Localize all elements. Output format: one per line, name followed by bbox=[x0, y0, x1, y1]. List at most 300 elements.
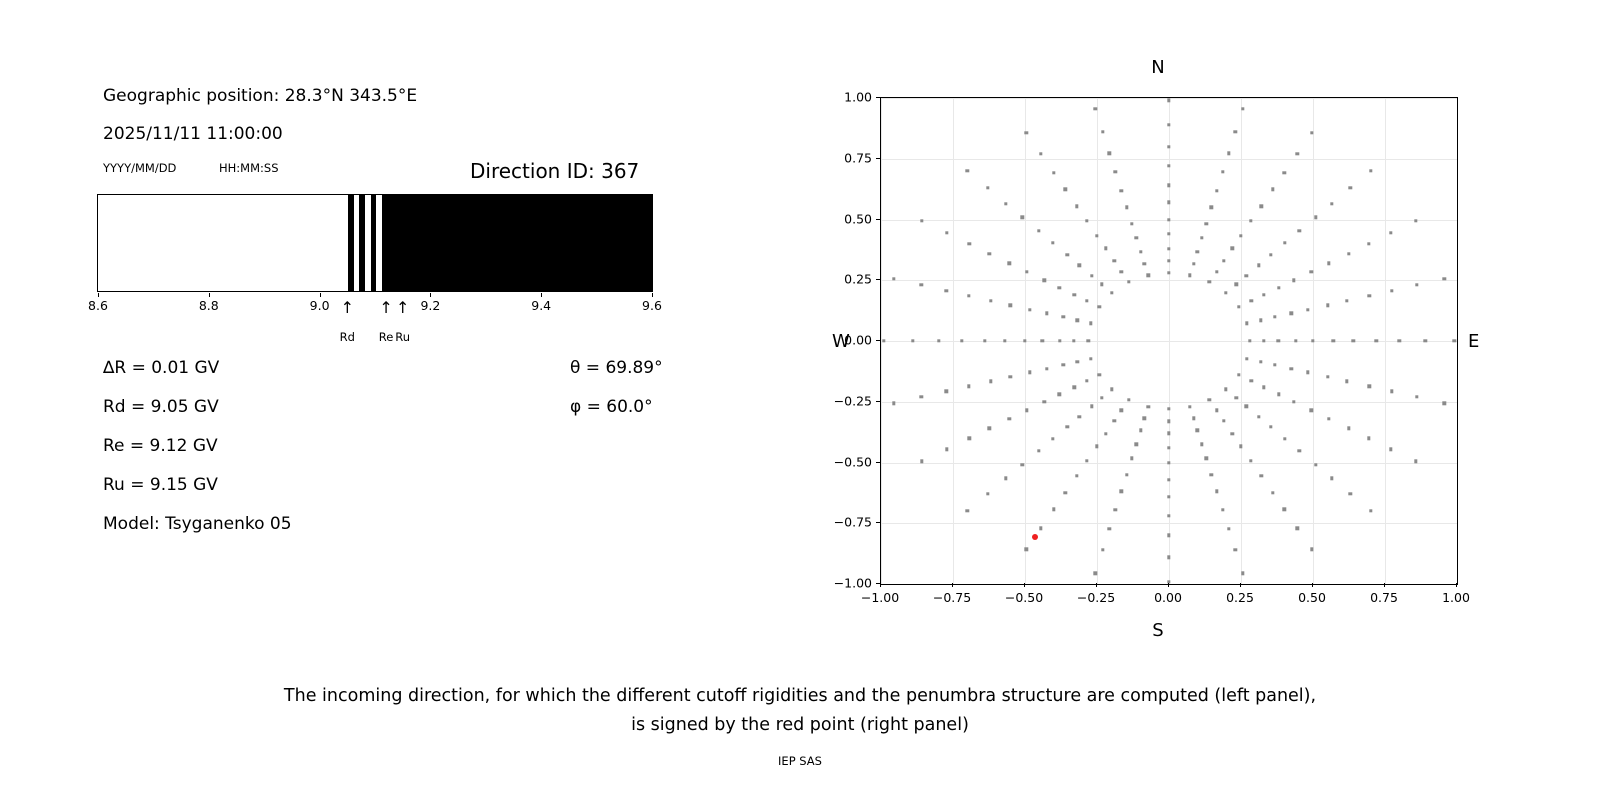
direction-point bbox=[1167, 164, 1170, 167]
sky-map-y-tick bbox=[876, 340, 880, 341]
direction-point bbox=[1349, 492, 1352, 495]
direction-point bbox=[1310, 548, 1313, 551]
direction-point bbox=[911, 339, 914, 342]
direction-point bbox=[1134, 443, 1137, 446]
direction-point bbox=[1239, 234, 1242, 237]
direction-point bbox=[988, 252, 991, 255]
direction-point bbox=[1125, 206, 1128, 209]
direction-point bbox=[1375, 339, 1378, 342]
sky-map-y-tick-label: −0.25 bbox=[833, 393, 872, 409]
caption-line-2: is signed by the red point (right panel) bbox=[631, 715, 969, 735]
direction-point bbox=[1237, 305, 1240, 308]
direction-point bbox=[1094, 572, 1097, 575]
sky-map-x-tick bbox=[1240, 583, 1241, 587]
direction-point bbox=[1072, 339, 1075, 342]
penumbra-x-tick bbox=[652, 293, 653, 297]
sky-map-x-tick-label: 0.50 bbox=[1298, 590, 1326, 605]
direction-point bbox=[1311, 339, 1314, 342]
direction-point bbox=[1330, 202, 1333, 205]
direction-point bbox=[1101, 548, 1104, 551]
direction-point bbox=[1245, 357, 1248, 360]
direction-point bbox=[967, 294, 970, 297]
direction-point bbox=[1298, 229, 1301, 232]
direction-point bbox=[945, 447, 948, 450]
direction-point bbox=[1167, 514, 1170, 517]
direction-point bbox=[1167, 461, 1170, 464]
direction-point bbox=[1045, 312, 1048, 315]
direction-point bbox=[1389, 447, 1392, 450]
direction-point bbox=[1249, 219, 1252, 222]
direction-point bbox=[966, 509, 969, 512]
direction-point bbox=[1210, 206, 1213, 209]
datetime-text: 2025/11/11 11:00:00 bbox=[103, 124, 283, 144]
direction-point bbox=[1415, 283, 1418, 286]
direction-point bbox=[1120, 490, 1123, 493]
direction-point bbox=[1167, 419, 1170, 422]
direction-point bbox=[1205, 457, 1208, 460]
direction-point bbox=[1414, 219, 1417, 222]
direction-point bbox=[1314, 216, 1317, 219]
direction-point bbox=[1235, 283, 1238, 286]
direction-point bbox=[1241, 107, 1244, 110]
penumbra-x-tick-label: 9.0 bbox=[309, 298, 330, 313]
sky-map-x-tick-label: 1.00 bbox=[1442, 590, 1470, 605]
direction-point bbox=[1262, 293, 1265, 296]
direction-point bbox=[1065, 425, 1068, 428]
direction-point bbox=[1192, 417, 1195, 420]
direction-point bbox=[1127, 398, 1130, 401]
direction-point bbox=[1249, 459, 1252, 462]
direction-point bbox=[1167, 201, 1170, 204]
direction-point bbox=[1257, 415, 1260, 418]
sky-map-x-tick bbox=[1168, 583, 1169, 587]
sky-map-y-tick-label: −0.75 bbox=[833, 514, 872, 530]
direction-point bbox=[1025, 131, 1028, 134]
direction-point bbox=[892, 277, 895, 280]
direction-point bbox=[1234, 130, 1237, 133]
direction-point bbox=[1196, 250, 1199, 253]
direction-point bbox=[1415, 395, 1418, 398]
sky-map-y-tick-label: 1.00 bbox=[844, 89, 872, 105]
sky-map-y-tick-label: 0.00 bbox=[844, 332, 872, 348]
direction-point bbox=[1085, 379, 1088, 382]
direction-point bbox=[1210, 473, 1213, 476]
penumbra-chart-plot-area bbox=[97, 194, 653, 292]
direction-point bbox=[1227, 527, 1230, 530]
compass-east-label: E bbox=[1468, 331, 1480, 352]
penumbra-rigidity-markers bbox=[97, 300, 655, 350]
sky-map-x-tick-label: 0.00 bbox=[1154, 590, 1182, 605]
direction-point bbox=[1282, 171, 1285, 174]
direction-point bbox=[1330, 477, 1333, 480]
direction-point bbox=[1208, 398, 1211, 401]
penumbra-x-tick bbox=[541, 293, 542, 297]
penumbra-x-tick-label: 9.6 bbox=[642, 298, 662, 313]
direction-point bbox=[1095, 445, 1098, 448]
direction-point bbox=[1108, 527, 1111, 530]
sky-map-plot-area bbox=[880, 97, 1458, 585]
direction-point bbox=[1100, 283, 1103, 286]
direction-point bbox=[945, 390, 948, 393]
direction-point bbox=[1200, 236, 1203, 239]
direction-point bbox=[882, 339, 885, 342]
direction-point bbox=[1041, 339, 1044, 342]
direction-point bbox=[1257, 264, 1260, 267]
penumbra-x-tick bbox=[320, 293, 321, 297]
direction-point bbox=[1248, 339, 1251, 342]
direction-point bbox=[1130, 222, 1133, 225]
direction-point bbox=[1239, 445, 1242, 448]
direction-point bbox=[988, 427, 991, 430]
direction-point bbox=[1021, 216, 1024, 219]
direction-point bbox=[1188, 274, 1191, 277]
direction-point bbox=[966, 169, 969, 172]
direction-point bbox=[1004, 202, 1007, 205]
direction-point bbox=[1143, 262, 1146, 265]
sky-map-y-tick bbox=[876, 97, 880, 98]
sky-map-y-tick-label: 0.75 bbox=[844, 150, 872, 166]
direction-point bbox=[1326, 303, 1329, 306]
direction-point bbox=[1167, 123, 1170, 126]
direction-point bbox=[1037, 229, 1040, 232]
caption-line-1: The incoming direction, for which the different cutoff rigidities and the penumbra structure are computed (left panel), bbox=[283, 686, 1317, 706]
direction-point bbox=[1167, 232, 1170, 235]
sky-map-x-tick bbox=[1384, 583, 1385, 587]
direction-point bbox=[1245, 274, 1248, 277]
direction-point bbox=[1369, 509, 1372, 512]
direction-id-label: Direction ID: 367 bbox=[470, 159, 640, 183]
penumbra-x-tick-label: 9.4 bbox=[531, 298, 552, 313]
penumbra-x-tick bbox=[98, 293, 99, 297]
direction-point bbox=[1262, 385, 1265, 388]
direction-point bbox=[1306, 371, 1309, 374]
direction-point bbox=[1073, 293, 1076, 296]
direction-point bbox=[1292, 400, 1295, 403]
sky-map-x-tick-label: 0.25 bbox=[1226, 590, 1254, 605]
direction-point bbox=[1125, 473, 1128, 476]
direction-point bbox=[1167, 556, 1170, 559]
direction-point bbox=[1345, 299, 1348, 302]
direction-point bbox=[1037, 449, 1040, 452]
direction-point bbox=[1025, 270, 1028, 273]
direction-point bbox=[1058, 393, 1061, 396]
sky-map-x-tick-label: −0.25 bbox=[1076, 590, 1116, 605]
direction-point bbox=[920, 460, 923, 463]
figure-caption bbox=[0, 682, 1600, 740]
penumbra-x-tick-label: 8.6 bbox=[88, 298, 108, 313]
direction-point bbox=[1237, 373, 1240, 376]
direction-point bbox=[960, 339, 963, 342]
direction-point bbox=[1113, 419, 1116, 422]
direction-point bbox=[1167, 145, 1170, 148]
direction-point bbox=[1250, 299, 1253, 302]
direction-point bbox=[1039, 527, 1042, 530]
rigidity-marker-arrow: ↑ bbox=[395, 298, 410, 317]
direction-point bbox=[1052, 508, 1055, 511]
direction-point bbox=[937, 339, 940, 342]
stat-line: Rd = 9.05 GV bbox=[103, 397, 219, 417]
direction-point bbox=[1192, 262, 1195, 265]
direction-point bbox=[1065, 253, 1068, 256]
direction-point bbox=[1290, 367, 1293, 370]
direction-point bbox=[920, 395, 923, 398]
direction-point bbox=[920, 283, 923, 286]
direction-point bbox=[1146, 274, 1149, 277]
direction-point bbox=[1097, 305, 1100, 308]
direction-point bbox=[1075, 319, 1078, 322]
direction-point bbox=[1294, 339, 1297, 342]
direction-point bbox=[1273, 315, 1276, 318]
sky-map-y-tick-label: 0.25 bbox=[844, 271, 872, 287]
direction-point bbox=[1113, 259, 1116, 262]
direction-point bbox=[1167, 247, 1170, 250]
direction-point bbox=[989, 380, 992, 383]
direction-point bbox=[1146, 405, 1149, 408]
direction-point bbox=[1025, 409, 1028, 412]
direction-point bbox=[1271, 188, 1274, 191]
direction-point bbox=[1221, 508, 1224, 511]
time-format-hint: HH:MM:SS bbox=[219, 161, 279, 175]
direction-point bbox=[1390, 390, 1393, 393]
direction-point bbox=[1051, 241, 1054, 244]
direction-point bbox=[1052, 171, 1055, 174]
direction-point bbox=[1104, 432, 1107, 435]
direction-point bbox=[1347, 427, 1350, 430]
sky-map-x-tick bbox=[952, 583, 953, 587]
direction-point bbox=[1051, 437, 1054, 440]
direction-point bbox=[1277, 393, 1280, 396]
direction-point bbox=[1309, 409, 1312, 412]
direction-point bbox=[1231, 432, 1234, 435]
grid-line-horizontal bbox=[881, 159, 1457, 160]
direction-point bbox=[1215, 189, 1218, 192]
direction-point bbox=[1398, 339, 1401, 342]
direction-point bbox=[1283, 437, 1286, 440]
direction-point bbox=[1110, 387, 1113, 390]
direction-point bbox=[1143, 417, 1146, 420]
angle-stat-line: φ = 60.0° bbox=[570, 397, 653, 417]
direction-point bbox=[1167, 259, 1170, 262]
penumbra-allowed-band bbox=[348, 195, 354, 291]
direction-point bbox=[1196, 428, 1199, 431]
sky-map-y-tick bbox=[876, 522, 880, 523]
direction-point bbox=[1120, 270, 1123, 273]
sky-map-y-tick-label: −0.50 bbox=[833, 454, 872, 469]
direction-point bbox=[892, 402, 895, 405]
direction-point bbox=[1331, 339, 1334, 342]
direction-point bbox=[1224, 387, 1227, 390]
direction-point bbox=[1215, 270, 1218, 273]
direction-point bbox=[1290, 312, 1293, 315]
direction-point bbox=[1008, 417, 1011, 420]
penumbra-allowed-band bbox=[359, 195, 365, 291]
direction-point bbox=[1292, 279, 1295, 282]
direction-point bbox=[1045, 367, 1048, 370]
direction-point bbox=[1025, 548, 1028, 551]
sky-map-y-tick bbox=[876, 462, 880, 463]
direction-point bbox=[1134, 236, 1137, 239]
direction-point bbox=[1085, 219, 1088, 222]
direction-point bbox=[1259, 474, 1262, 477]
direction-point bbox=[1078, 264, 1081, 267]
direction-point bbox=[1167, 534, 1170, 537]
sky-map-y-tick bbox=[876, 219, 880, 220]
direction-point bbox=[1200, 443, 1203, 446]
direction-point bbox=[1100, 396, 1103, 399]
grid-line-horizontal bbox=[881, 402, 1457, 403]
direction-point bbox=[1089, 322, 1092, 325]
direction-point bbox=[1009, 303, 1012, 306]
direction-point bbox=[1130, 457, 1133, 460]
grid-line-horizontal bbox=[881, 584, 1457, 585]
direction-point bbox=[986, 186, 989, 189]
direction-point bbox=[1273, 363, 1276, 366]
direction-point bbox=[1390, 289, 1393, 292]
sky-map-x-tick bbox=[880, 583, 881, 587]
direction-point bbox=[1347, 252, 1350, 255]
sky-map-x-tick-label: 0.75 bbox=[1370, 590, 1398, 605]
rigidity-marker-label: Rd bbox=[339, 330, 355, 344]
sky-map-y-tick-label: 0.50 bbox=[844, 211, 872, 226]
direction-point bbox=[1058, 339, 1061, 342]
direction-point bbox=[1443, 402, 1446, 405]
direction-point bbox=[1075, 474, 1078, 477]
penumbra-x-tick bbox=[209, 293, 210, 297]
direction-point bbox=[1167, 218, 1170, 221]
date-format-hint: YYYY/MM/DD bbox=[103, 161, 177, 175]
direction-point bbox=[1114, 508, 1117, 511]
grid-line-vertical bbox=[1457, 98, 1458, 584]
direction-point bbox=[945, 289, 948, 292]
direction-point bbox=[1028, 308, 1031, 311]
grid-line-horizontal bbox=[881, 523, 1457, 524]
right-panel bbox=[820, 0, 1600, 660]
direction-point bbox=[1023, 339, 1026, 342]
direction-point bbox=[920, 219, 923, 222]
direction-point bbox=[1367, 242, 1370, 245]
direction-point bbox=[1368, 294, 1371, 297]
direction-point bbox=[1009, 375, 1012, 378]
compass-west-label: W bbox=[832, 331, 850, 352]
sky-map-y-tick bbox=[876, 401, 880, 402]
direction-point bbox=[1043, 400, 1046, 403]
direction-point bbox=[1188, 405, 1191, 408]
direction-point bbox=[1327, 417, 1330, 420]
direction-point bbox=[1205, 222, 1208, 225]
direction-point bbox=[1127, 280, 1130, 283]
direction-point bbox=[1028, 371, 1031, 374]
direction-point bbox=[1167, 478, 1170, 481]
direction-point bbox=[1414, 460, 1417, 463]
angle-stat-line: θ = 69.89° bbox=[570, 358, 663, 378]
sky-map-x-tick bbox=[1024, 583, 1025, 587]
sky-map-x-tick-label: −0.75 bbox=[932, 590, 972, 605]
direction-point bbox=[1073, 385, 1076, 388]
direction-point bbox=[1245, 322, 1248, 325]
stat-line: Re = 9.12 GV bbox=[103, 436, 218, 456]
direction-point bbox=[1222, 419, 1225, 422]
sky-map-x-tick-label: −0.50 bbox=[1004, 590, 1044, 605]
direction-point bbox=[1064, 491, 1067, 494]
direction-point bbox=[1043, 279, 1046, 282]
direction-point bbox=[1241, 572, 1244, 575]
direction-point bbox=[1108, 152, 1111, 155]
direction-point bbox=[1120, 409, 1123, 412]
direction-point bbox=[1208, 280, 1211, 283]
direction-point bbox=[1352, 339, 1355, 342]
direction-point bbox=[1167, 271, 1170, 274]
direction-point bbox=[1389, 231, 1392, 234]
sky-map-y-tick bbox=[876, 158, 880, 159]
direction-point bbox=[967, 385, 970, 388]
direction-point bbox=[1367, 436, 1370, 439]
direction-point bbox=[1008, 262, 1011, 265]
direction-point bbox=[1095, 234, 1098, 237]
direction-point bbox=[968, 436, 971, 439]
direction-point bbox=[1271, 491, 1274, 494]
direction-point bbox=[1306, 308, 1309, 311]
direction-point bbox=[1259, 319, 1262, 322]
direction-point bbox=[968, 242, 971, 245]
direction-point bbox=[1058, 286, 1061, 289]
direction-point bbox=[1245, 405, 1248, 408]
direction-point bbox=[1139, 428, 1142, 431]
grid-line-horizontal bbox=[881, 280, 1457, 281]
penumbra-allowed-band bbox=[382, 195, 652, 291]
direction-point bbox=[1114, 170, 1117, 173]
direction-point bbox=[1078, 415, 1081, 418]
direction-point bbox=[1424, 339, 1427, 342]
direction-point bbox=[1062, 363, 1065, 366]
direction-point bbox=[1215, 490, 1218, 493]
direction-point bbox=[1345, 380, 1348, 383]
direction-point bbox=[1004, 477, 1007, 480]
penumbra-x-tick bbox=[430, 293, 431, 297]
direction-point bbox=[1231, 247, 1234, 250]
direction-point bbox=[1235, 396, 1238, 399]
direction-point bbox=[1085, 459, 1088, 462]
footer-credit: IEP SAS bbox=[778, 754, 822, 768]
sky-map-x-tick bbox=[1456, 583, 1457, 587]
direction-point bbox=[1269, 253, 1272, 256]
sky-map-x-tick bbox=[1096, 583, 1097, 587]
direction-point bbox=[1277, 339, 1280, 342]
direction-point bbox=[1295, 152, 1298, 155]
penumbra-x-tick-label: 9.2 bbox=[420, 298, 441, 313]
direction-point bbox=[1167, 495, 1170, 498]
rigidity-marker-arrow: ↑ bbox=[340, 298, 354, 317]
stat-line: Model: Tsyganenko 05 bbox=[103, 514, 292, 534]
direction-point bbox=[1064, 188, 1067, 191]
selected-direction-point bbox=[1032, 534, 1038, 540]
direction-point bbox=[1039, 152, 1042, 155]
sky-map-x-tick bbox=[1312, 583, 1313, 587]
penumbra-x-tick-label: 8.8 bbox=[198, 298, 219, 313]
direction-point bbox=[1298, 449, 1301, 452]
direction-point bbox=[1283, 241, 1286, 244]
direction-point bbox=[1309, 270, 1312, 273]
direction-point bbox=[1221, 170, 1224, 173]
direction-point bbox=[1062, 315, 1065, 318]
direction-point bbox=[1234, 548, 1237, 551]
direction-point bbox=[1369, 169, 1372, 172]
direction-point bbox=[1222, 259, 1225, 262]
direction-point bbox=[983, 339, 986, 342]
direction-point bbox=[1314, 463, 1317, 466]
direction-point bbox=[1075, 360, 1078, 363]
direction-point bbox=[1090, 274, 1093, 277]
sky-map-x-tick-label: −1.00 bbox=[860, 590, 900, 605]
